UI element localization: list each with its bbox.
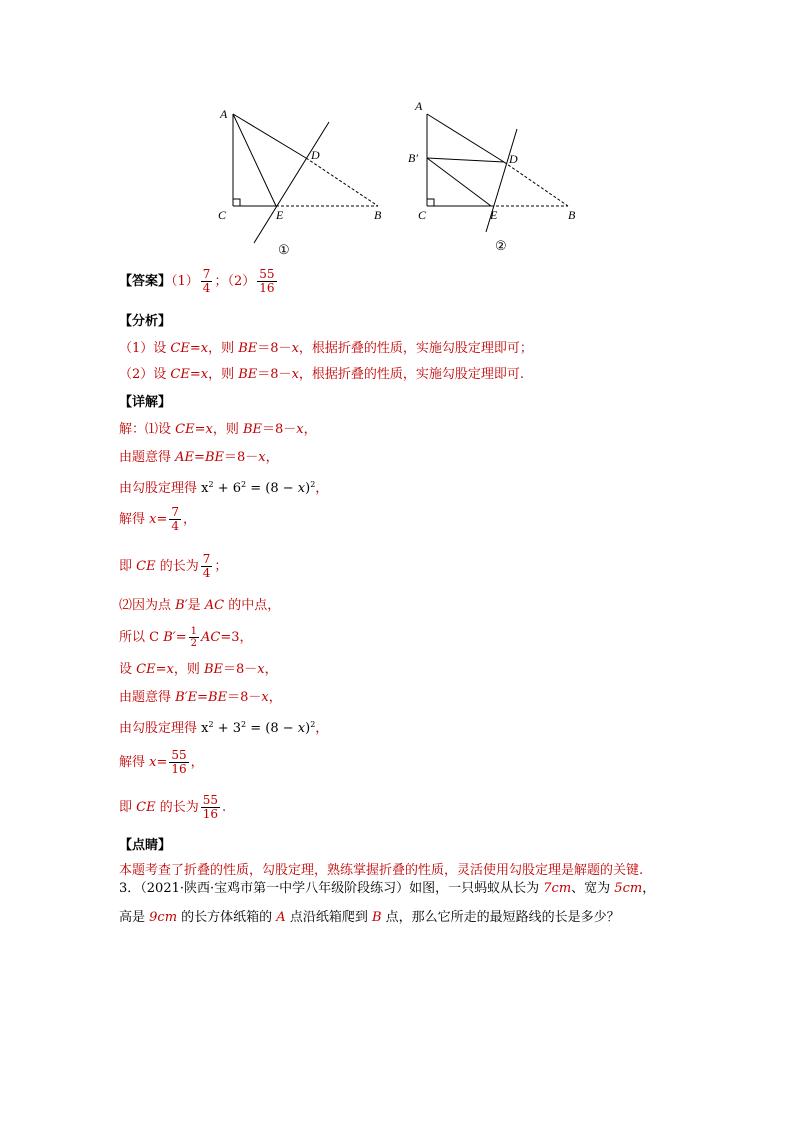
fraction: $\frac{55}{16}$ <box>202 793 218 821</box>
label-Bprime: B′ <box>408 151 418 165</box>
comment-text: 本题考查了折叠的性质，勾股定理，熟练掌握折叠的性质，灵活使用勾股定理是解题的关键. <box>119 863 644 878</box>
detail-step-10: 由勾股定理得 $x^2 + 3^2 = (8 - x)^2$， <box>119 720 329 736</box>
segment-AD <box>427 114 504 162</box>
figure-1 <box>210 95 400 260</box>
fraction: $\frac{7}{4}$ <box>202 552 211 580</box>
label-B: B <box>568 208 576 222</box>
problem-3-line-1: 3．（2021·陕西·宝鸡市第一中学八年级阶段练习）如图，一只蚂蚁从长为 7cm、宽为 5cm， <box>119 881 656 896</box>
detail-step-4: 解得 x= $\frac{7}{4}$ ， <box>119 505 197 533</box>
segment-AD <box>233 114 306 158</box>
analysis-line-1: （1）设 CE=x，则 BE＝8－x，根据折叠的性质，实施勾股定理即可； <box>119 341 533 356</box>
fraction: $\frac{1}{2}$ <box>190 626 198 649</box>
detail-step-7: 所以 C B′= $\frac{1}{2}$ AC=3， <box>119 626 253 649</box>
figure-number: ① <box>278 242 290 257</box>
analysis-line-2: （2）设 CE=x，则 BE＝8－x，根据折叠的性质，实施勾股定理即可. <box>119 367 525 382</box>
detail-step-8: 设 CE=x，则 BE＝8－x， <box>119 662 278 677</box>
fraction: $\frac{55}{16}$ <box>259 267 275 295</box>
fraction: $\frac{55}{16}$ <box>171 748 187 776</box>
segment-AE <box>233 114 276 206</box>
answer-line: 【答案】（1） $\frac{7}{4}$ ；（2） $\frac{55}{16}$ <box>119 267 275 295</box>
fraction: $\frac{7}{4}$ <box>202 267 211 295</box>
detail-step-11: 解得 x= $\frac{55}{16}$ ， <box>119 748 204 776</box>
segment-BpE <box>427 158 491 206</box>
label-A: A <box>415 99 423 113</box>
label-A: A <box>220 107 228 121</box>
detail-step-5: 即 CE 的长为 $\frac{7}{4}$ ； <box>119 552 228 580</box>
problem-3-line-2: 高是 9cm 的长方体纸箱的 A 点沿纸箱爬到 B 点，那么它所走的最短路线的长是多少？ <box>119 910 620 925</box>
label-E: E <box>276 208 284 222</box>
detail-step-1: 解：⑴设 CE=x，则 BE＝8－x， <box>119 422 317 437</box>
label-B: B <box>374 208 382 222</box>
segment-DB-dashed <box>504 162 568 206</box>
segment-DB-dashed <box>306 158 378 206</box>
detail-step-12: 即 CE 的长为 $\frac{55}{16}$ . <box>119 793 227 821</box>
label-C: C <box>418 208 427 222</box>
label-C: C <box>218 208 227 222</box>
label-D: D <box>311 148 320 162</box>
right-angle-mark <box>427 199 434 206</box>
detail-step-6: ⑵因为点 B′是 AC 的中点， <box>119 598 281 613</box>
figure-2 <box>400 95 590 260</box>
right-angle-mark <box>233 199 240 206</box>
fraction: $\frac{7}{4}$ <box>171 505 180 533</box>
comment-heading: 【点睛】 <box>119 838 172 853</box>
analysis-heading: 【分析】 <box>119 314 172 329</box>
answer-heading: 【答案】 <box>119 274 172 289</box>
label-E: E <box>490 208 498 222</box>
segment-BpD <box>427 158 504 162</box>
figure-number: ② <box>495 238 507 253</box>
label-D: D <box>509 152 518 166</box>
detail-step-3: 由勾股定理得 $x^2 + 6^2 = (8 - x)^2$， <box>119 480 329 496</box>
detail-step-9: 由题意得 B′E=BE＝8－x， <box>119 690 282 705</box>
detail-heading: 【详解】 <box>119 395 172 410</box>
detail-step-2: 由题意得 AE=BE＝8－x， <box>119 450 279 465</box>
